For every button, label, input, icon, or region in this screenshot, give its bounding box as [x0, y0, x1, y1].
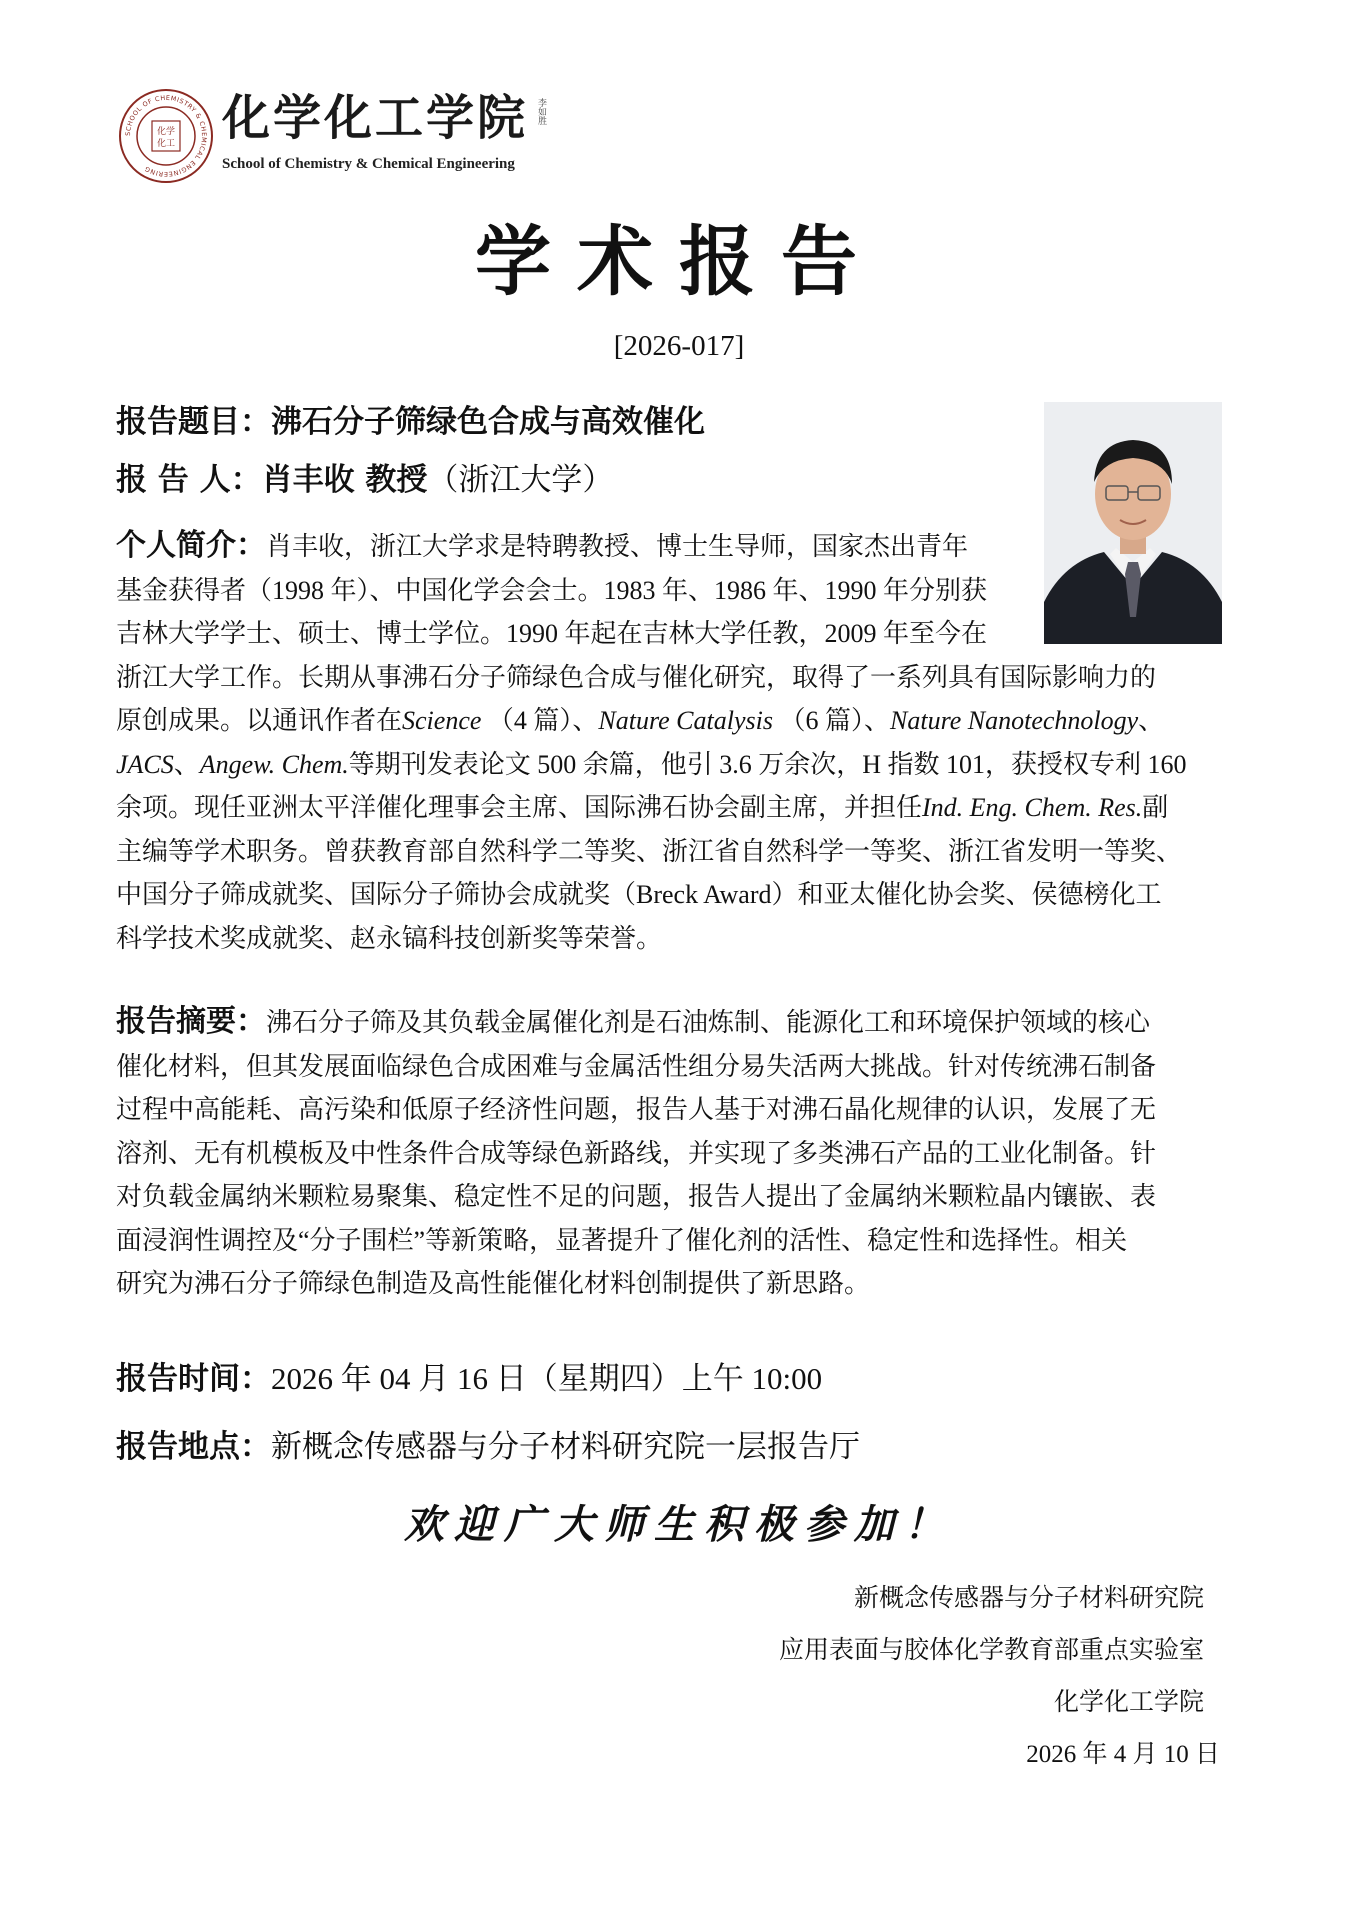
organizer-2: 应用表面与胶体化学教育部重点实验室: [778, 1637, 1204, 1664]
bio-line-10: 科学技术奖成就奖、赵永镐科技创新奖等荣誉。: [116, 923, 663, 953]
school-seal-logo: [118, 88, 214, 184]
bio-line-3: 吉林大学学士、硕士、博士学位。1990 年起在吉林大学任教，2009 年至今在: [116, 619, 988, 648]
school-name-cn: 化学化工学院: [222, 90, 529, 146]
topic-label: 报告题目：: [116, 404, 271, 440]
time-value: 2026 年 04 月 16 日（星期四）上午 10:00: [271, 1361, 823, 1396]
bio-line-8: 主编等学术职务。曾获教育部自然科学二等奖、浙江省自然科学一等奖、浙江省发明一等奖、: [116, 836, 1183, 866]
topic-value: 沸石分子筛绿色合成与高效催化: [271, 404, 705, 440]
page-title: 学术报告: [475, 217, 883, 306]
abstract-section: [116, 1000, 1226, 1306]
welcome-message: 欢迎广大师生积极参加！: [404, 1501, 954, 1548]
organizer-3: 化学化工学院: [1053, 1689, 1204, 1716]
bio-label: 个人简介：: [116, 528, 266, 563]
bio-line-2: 基金获得者（1998 年）、中国化学会会士。1983 年、1986 年、1990 年分别获: [116, 575, 988, 605]
svg-text:化工: 化工: [156, 139, 176, 149]
bio-line-5: 原创成果。以通讯作者在Science （4 篇）、Nature Catalysis （6 篇）、Nature Nanotechnology、: [116, 706, 1165, 735]
speaker-name: 肖丰收 教授: [261, 462, 428, 498]
bio-line-9: 中国分子筛成就奖、国际分子筛协会成就奖（Breck Award）和亚太催化协会奖、侯德榜化工: [116, 880, 1162, 909]
speaker-row: [116, 458, 613, 502]
speaker-affiliation: （浙江大学）: [427, 462, 614, 497]
time-row: [116, 1357, 822, 1401]
location-value: 新概念传感器与分子材料研究院一层报告厅: [271, 1429, 860, 1464]
abstract-line-1: 报告摘要：沸石分子筛及其负载金属催化剂是石油炼制、能源化工和环境保护领域的核心: [116, 1004, 1151, 1039]
issue-date: 2026 年 4 月 10 日: [1026, 1741, 1220, 1768]
abstract-line-2: 催化材料，但其发展面临绿色合成困难与金属活性组分易失活两大挑战。针对传统沸石制备: [116, 1051, 1157, 1081]
abstract-line-5: 对负载金属纳米颗粒易聚集、稳定性不足的问题，报告人提出了金属纳米颗粒晶内镶嵌、表: [116, 1182, 1157, 1211]
bio-line-4: 浙江大学工作。长期从事沸石分子筛绿色合成与催化研究，取得了一系列具有国际影响力的: [116, 662, 1157, 692]
bio-line-1: 个人简介：肖丰收，浙江大学求是特聘教授、博士生导师，国家杰出青年: [116, 528, 969, 563]
bio-section: [116, 524, 1226, 960]
abstract-line-6: 面浸润性调控及“分子围栏”等新策略，显著提升了催化剂的活性、稳定性和选择性。相关: [116, 1225, 1128, 1255]
school-name-en: School of Chemistry & Chemical Engineering: [222, 156, 515, 172]
document-number: [2026-017]: [613, 330, 745, 362]
abstract-line-3: 过程中高能耗、高污染和低原子经济性问题，报告人基于对沸石晶化规律的认识，发展了无: [116, 1095, 1157, 1124]
location-label: 报告地点：: [116, 1429, 271, 1465]
svg-text:化学: 化学: [156, 127, 176, 137]
abstract-line-4: 溶剂、无有机模板及中性条件合成等绿色新路线，并实现了多类沸石产品的工业化制备。针: [116, 1138, 1157, 1168]
organizer-1: 新概念传感器与分子材料研究院: [853, 1585, 1204, 1612]
location-row: [116, 1425, 860, 1469]
abstract-label: 报告摘要：: [116, 1004, 266, 1039]
topic-row: [116, 400, 705, 444]
abstract-line-7: 研究为沸石分子筛绿色制造及高性能催化材料创制提供了新思路。: [116, 1269, 871, 1298]
bio-line-7: 余项。现任亚洲太平洋催化理事会主席、国际沸石协会副主席，并担任Ind. Eng. Chem. Res.副: [116, 793, 1169, 822]
time-label: 报告时间：: [116, 1361, 271, 1397]
svg-text:SCHOOL OF CHEMISTRY & CHEMICAL: SCHOOL OF CHEMISTRY & CHEMICAL ENGINEERING: [123, 93, 209, 179]
speaker-label: 报 告 人：: [116, 462, 262, 498]
bio-line-6: JACS、Angew. Chem.等期刊发表论文 500 余篇，他引 3.6 万余次，H 指数 101，获授权专利 160: [116, 749, 1187, 779]
calligraphy-signature: 李如胜: [536, 98, 546, 125]
